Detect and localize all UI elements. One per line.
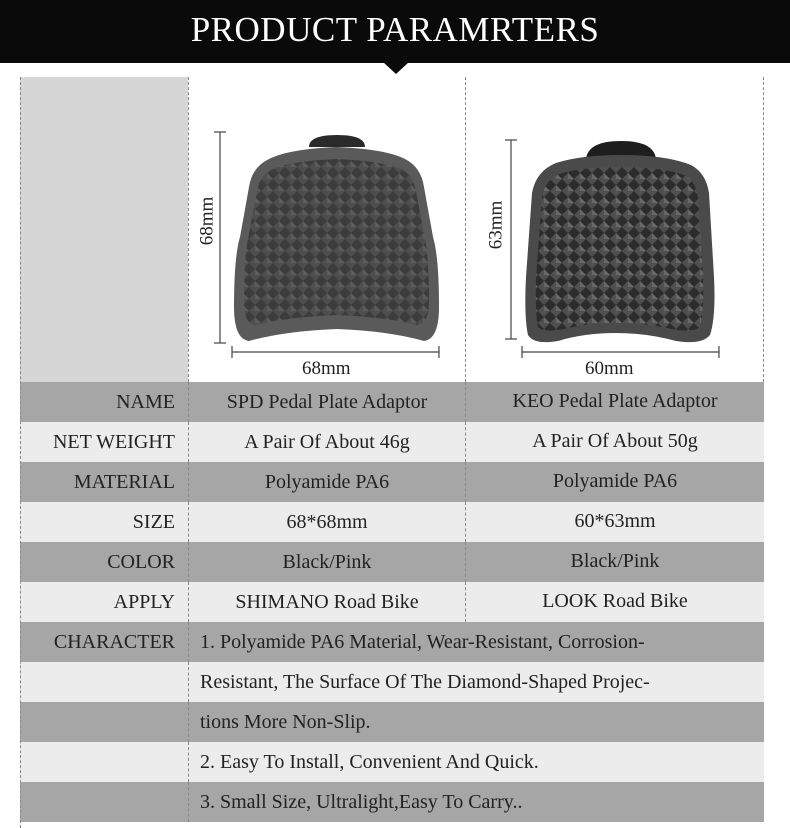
row-value-keo: Black/Pink: [465, 542, 764, 582]
product-image-row: [20, 77, 764, 382]
character-row-1: [20, 622, 764, 662]
character-line: Resistant, The Surface Of The Diamond-Shaped Projec-: [188, 662, 764, 702]
character-line: 1. Polyamide PA6 Material, Wear-Resistant, Corrosion-: [188, 622, 764, 662]
row-value-keo: A Pair Of About 50g: [465, 422, 764, 462]
character-row-4: [20, 742, 764, 782]
spd-height-label: 68mm: [196, 196, 218, 246]
character-label: CHARACTER: [53, 631, 175, 653]
table-left-border: [20, 77, 21, 828]
table-row-apply: [20, 582, 764, 622]
row-label: MATERIAL: [73, 471, 175, 493]
character-line: 2. Easy To Install, Convenient And Quick.: [188, 742, 764, 782]
keo-height-label: 63mm: [485, 200, 507, 250]
spd-width-label: 68mm: [302, 358, 351, 379]
table-row-color: [20, 542, 764, 582]
row-value-spd: Polyamide PA6: [188, 462, 465, 502]
row-label: NAME: [116, 391, 175, 413]
row-value-spd: SPD Pedal Plate Adaptor: [188, 382, 465, 422]
character-line: tions More Non-Slip.: [188, 702, 764, 742]
parameters-table: [20, 77, 764, 828]
keo-image-cell: [465, 77, 764, 382]
row-value-keo: Polyamide PA6: [465, 462, 764, 502]
row-label: NET WEIGHT: [52, 431, 175, 453]
character-row-3: [20, 702, 764, 742]
table-row-material: [20, 462, 764, 502]
row-value-spd: Black/Pink: [188, 542, 465, 582]
page-title: PRODUCT PARAMRTERS: [190, 10, 600, 49]
header-banner: [0, 0, 790, 63]
row-value-spd: 68*68mm: [188, 502, 465, 542]
row-value-keo: LOOK Road Bike: [465, 582, 764, 622]
row-label: SIZE: [132, 511, 175, 533]
banner-notch: [383, 62, 409, 74]
row-label: APPLY: [113, 591, 175, 613]
keo-adaptor-image: [466, 77, 765, 382]
table-row-size: [20, 502, 764, 542]
row-value-keo: KEO Pedal Plate Adaptor: [465, 382, 764, 422]
row-value-keo: 60*63mm: [465, 502, 764, 542]
image-label-cell: [20, 77, 188, 382]
character-row-2: [20, 662, 764, 702]
row-value-spd: A Pair Of About 46g: [188, 422, 465, 462]
table-row-name: [20, 382, 764, 422]
row-label: COLOR: [107, 551, 175, 573]
table-row-net-weight: [20, 422, 764, 462]
keo-width-label: 60mm: [585, 358, 634, 379]
character-line: 3. Small Size, Ultralight,Easy To Carry..: [188, 782, 764, 822]
spd-adaptor-image: [189, 77, 466, 382]
character-row-5: [20, 782, 764, 822]
spd-image-cell: [188, 77, 465, 382]
row-value-spd: SHIMANO Road Bike: [188, 582, 465, 622]
